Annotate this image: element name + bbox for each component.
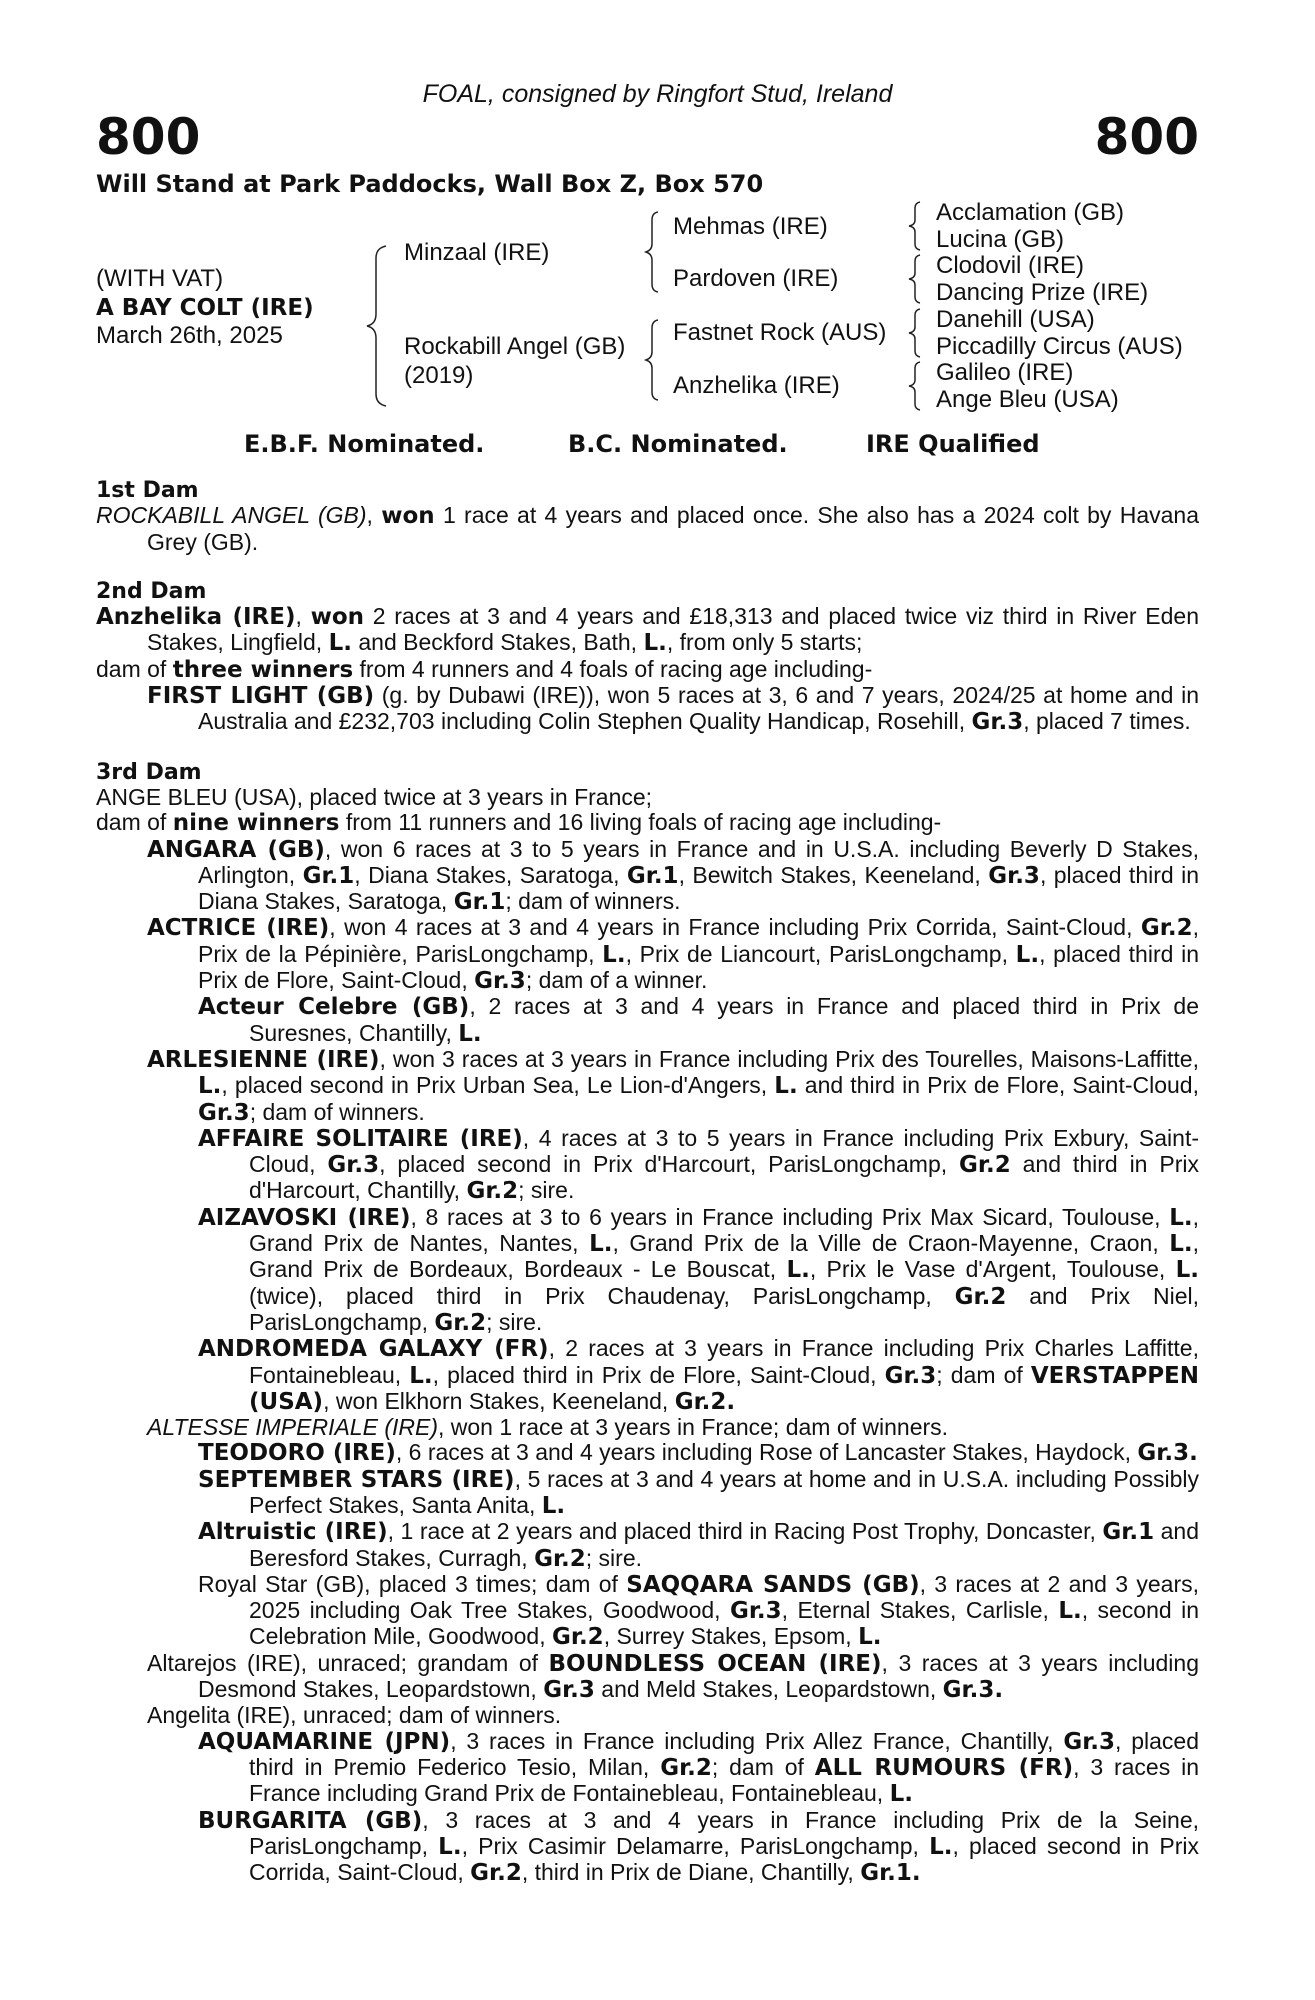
produce-entry: AQUAMARINE (JPN), 3 races in France including Prix Allez France, Chantilly, Gr.3, placed third in Premio Federico Tesio, Milan, Gr.2; dam of ALL RUMOURS (FR), 3 races in France including Grand Prix de Fontainebleau, Fontainebleau, L. xyxy=(198,1727,1200,1808)
horse-name: A BAY COLT (IRE) xyxy=(96,295,314,321)
sire: Minzaal (IRE) xyxy=(404,239,550,266)
produce-entry: TEODORO (IRE), 6 races at 3 and 4 years including Rose of Lancaster Stakes, Haydock, Gr.3. xyxy=(198,1439,1198,1467)
main-brace-icon xyxy=(364,244,394,408)
lot-number-left: 800 xyxy=(96,108,201,166)
brace-icon xyxy=(906,200,926,252)
brace-icon xyxy=(906,360,926,412)
sire-dam: Pardoven (IRE) xyxy=(673,265,839,292)
dam-sire-sire: Danehill (USA) xyxy=(936,306,1095,333)
produce-entry: SEPTEMBER STARS (IRE), 5 races at 3 and 4 years at home and in U.S.A. including Possibly Perfect Stakes, Santa Anita, L. xyxy=(198,1465,1200,1519)
won-label: won xyxy=(381,503,435,530)
first-dam-heading: 1st Dam xyxy=(96,478,199,503)
produce-entry: ARLESIENNE (IRE), won 3 races at 3 years in France including Prix des Tourelles, Maisons-Laffitte, L., placed second in Prix Urban Sea, Le Lion-d'Angers, L. and third in Prix de Flore, Saint-Cloud, Gr.3; dam of winners. xyxy=(147,1045,1199,1126)
produce-entry: Acteur Celebre (GB), 2 races at 3 and 4 years in France and placed third in Prix de Suresnes, Chantilly, L. xyxy=(198,993,1199,1047)
second-dam-heading: 2nd Dam xyxy=(96,578,207,604)
brace-icon xyxy=(906,253,926,305)
dam-dam: Anzhelika (IRE) xyxy=(673,372,840,399)
third-dam-entry: ANGE BLEU (USA), placed twice at 3 years in France; xyxy=(96,783,653,810)
produce-entry: FIRST LIGHT (GB) (g. by Dubawi (IRE)), won 5 races at 3, 6 and 7 years, 2024/25 at home and in Australia and £232,703 including Colin Stephen Quality Handicap, Rosehill, Gr.3, placed 7 times. xyxy=(147,682,1199,736)
second-dam-produce-line: dam of three winners from 4 runners and 4 foals of racing age including- xyxy=(96,655,873,683)
dam-name: ROCKABILL ANGEL (GB) xyxy=(96,502,367,529)
first-dam-entry: ROCKABILL ANGEL (GB), won 1 race at 4 years and placed once. She also has a 2024 colt by Havana Grey (GB). xyxy=(96,502,1199,555)
dam-sire: Fastnet Rock (AUS) xyxy=(673,319,887,346)
dam-sire-dam: Piccadilly Circus (AUS) xyxy=(936,333,1183,360)
ebf-nomination: E.B.F. Nominated. xyxy=(244,430,485,458)
third-dam-heading: 3rd Dam xyxy=(96,759,202,785)
bc-nomination: B.C. Nominated. xyxy=(568,430,788,458)
second-dam-entry: Anzhelika (IRE), won 2 races at 3 and 4 years and £18,313 and placed twice viz third in River Eden Stakes, Lingfield, L. and Beckford Stakes, Bath, L., from only 5 starts; xyxy=(96,603,1199,657)
produce-entry: AFFAIRE SOLITAIRE (IRE), 4 races at 3 to 5 years in France including Prix Exbury, Saint-Cloud, Gr.3, placed second in Prix d'Harcourt, ParisLongchamp, Gr.2 and third in Prix d'Harcourt, Chantilly, Gr.2; sire. xyxy=(198,1124,1199,1205)
sire-dam-sire: Clodovil (IRE) xyxy=(936,252,1085,279)
third-dam-produce-line: dam of nine winners from 11 runners and 16 living foals of racing age including- xyxy=(96,809,942,837)
catalogue-text xyxy=(96,478,1199,1886)
brace-icon xyxy=(906,307,926,359)
produce-entry: BURGARITA (GB), 3 races at 3 and 4 years in France including Prix de la Seine, ParisLongchamp, L., Prix Casimir Delamarre, ParisLongchamp, L., placed second in Prix Corrida, Saint-Cloud, Gr.2, third in Prix de Diane, Chantilly, Gr.1. xyxy=(198,1806,1200,1887)
consignment-line: FOAL, consigned by Ringfort Stud, Ireland xyxy=(422,80,893,108)
sire-dam-dam: Dancing Prize (IRE) xyxy=(936,279,1149,306)
stand-location: Will Stand at Park Paddocks, Wall Box Z, Box 570 xyxy=(96,170,764,198)
produce-entry: ALTESSE IMPERIALE (IRE), won 1 race at 3 years in France; dam of winners. xyxy=(147,1414,949,1441)
sire-sire-sire: Acclamation (GB) xyxy=(936,199,1125,226)
dam-dam-dam: Ange Bleu (USA) xyxy=(936,386,1119,413)
ire-qualified: IRE Qualified xyxy=(866,430,1040,458)
dam-brace-icon xyxy=(644,318,664,402)
sire-brace-icon xyxy=(644,210,664,294)
produce-entry: AIZAVOSKI (IRE), 8 races at 3 to 6 years in France including Prix Max Sicard, Toulouse, L., Grand Prix de Nantes, Nantes, L., Grand Prix de la Ville de Craon-Mayenne, Craon, L., Grand Prix de Bordeaux, Bordeaux - Le Bouscat, L., Prix le Vase d'Argent, Toulouse, L. (twice), placed third in Prix Chaudenay, ParisLongchamp, Gr.2 and Prix Niel, ParisLongchamp, Gr.2; sire. xyxy=(198,1203,1200,1336)
lot-number-right: 800 xyxy=(1094,108,1199,166)
dam: Rockabill Angel (GB) xyxy=(404,333,626,360)
produce-entry: ACTRICE (IRE), won 4 races at 3 and 4 years in France including Prix Corrida, Saint-Cloud, Gr.2, Prix de la Pépinière, ParisLongchamp, L., Prix de Liancourt, ParisLongchamp, L., placed third in Prix de Flore, Saint-Cloud, Gr.3; dam of a winner. xyxy=(147,914,1199,995)
sire-sire: Mehmas (IRE) xyxy=(673,213,828,240)
produce-entry: ANDROMEDA GALAXY (FR), 2 races at 3 years in France including Prix Charles Laffitte, Fontainebleau, L., placed third in Prix de Flore, Saint-Cloud, Gr.3; dam of VERSTAPPEN (USA), won Elkhorn Stakes, Keeneland, Gr.2. xyxy=(198,1335,1200,1415)
foaling-date: March 26th, 2025 xyxy=(96,322,283,349)
produce-entry: Altarejos (IRE), unraced; grandam of BOUNDLESS OCEAN (IRE), 3 races at 3 years including Desmond Stakes, Leopardstown, Gr.3 and Meld Stakes, Leopardstown, Gr.3. xyxy=(147,1649,1199,1704)
produce-entry: Angelita (IRE), unraced; dam of winners. xyxy=(147,1702,562,1729)
produce-entry: Royal Star (GB), placed 3 times; dam of SAQQARA SANDS (GB), 3 races at 2 and 3 years, 2025 including Oak Tree Stakes, Goodwood, Gr.3, Eternal Stakes, Carlisle, L., second in Celebration Mile, Goodwood, Gr.2, Surrey Stakes, Epsom, L. xyxy=(198,1570,1199,1651)
sire-sire-dam: Lucina (GB) xyxy=(936,226,1065,253)
dam-dam-sire: Galileo (IRE) xyxy=(936,359,1074,386)
produce-entry: ANGARA (GB), won 6 races at 3 to 5 years in France and in U.S.A. including Beverly D Stakes, Arlington, Gr.1, Diana Stakes, Saratoga, Gr.1, Bewitch Stakes, Keeneland, Gr.3, placed third in Diana Stakes, Saratoga, Gr.1; dam of winners. xyxy=(147,835,1199,916)
dam-year: (2019) xyxy=(404,362,474,389)
produce-entry: Altruistic (IRE), 1 race at 2 years and placed third in Racing Post Trophy, Doncaster, Gr.1 and Beresford Stakes, Curragh, Gr.2; sire. xyxy=(198,1518,1199,1572)
vat-note: (WITH VAT) xyxy=(96,265,224,292)
